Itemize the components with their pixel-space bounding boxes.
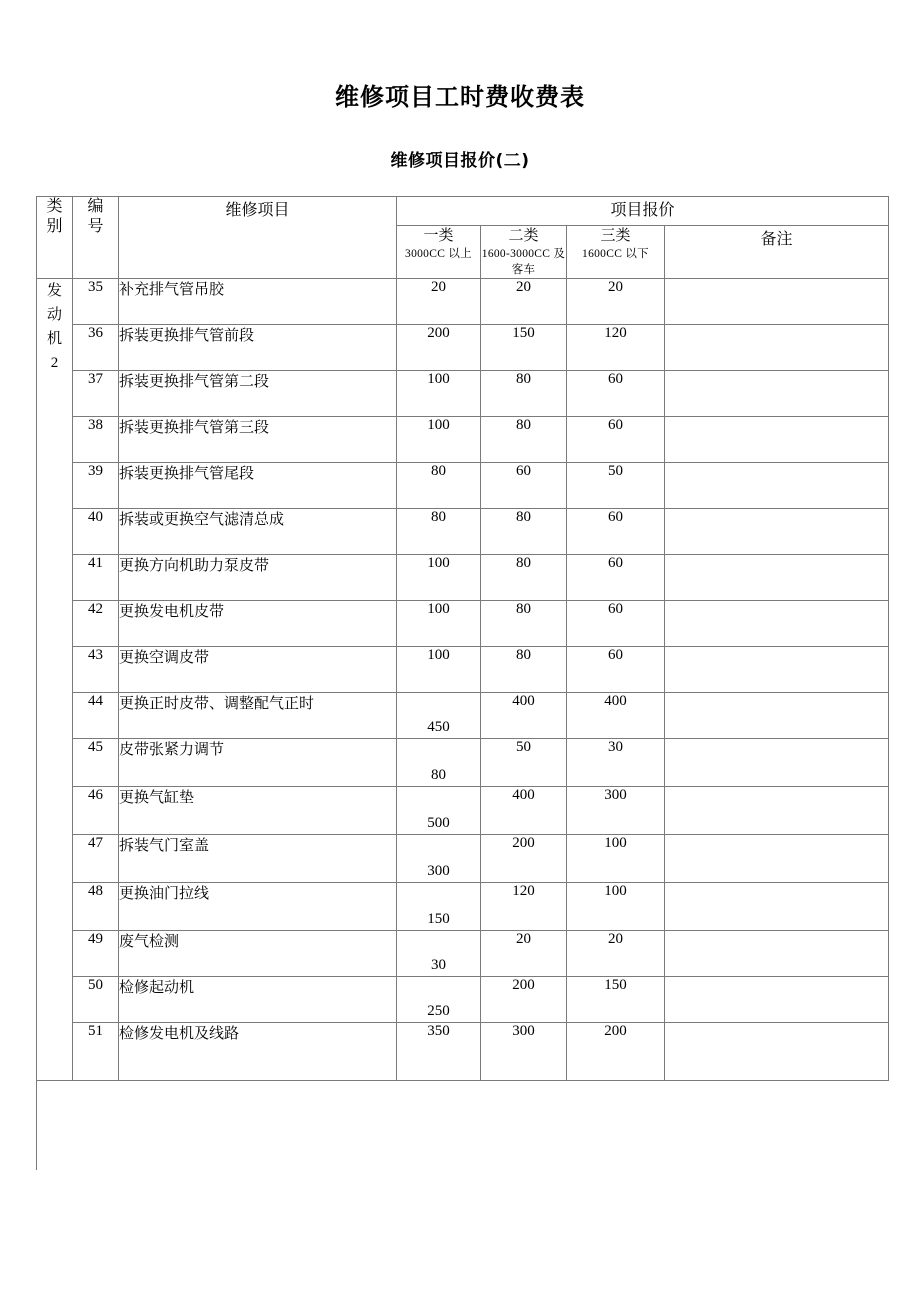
price-class2-cell: 300 <box>481 1023 567 1081</box>
header-class-2-sub: 1600-3000CC 及客车 <box>481 248 566 276</box>
header-category-char: 别 <box>46 218 63 235</box>
repair-item-cell: 拆装更换排气管第二段 <box>119 371 397 417</box>
row-number-cell: 42 <box>73 601 119 647</box>
repair-item-cell: 拆装气门室盖 <box>119 835 397 883</box>
table-row <box>37 371 889 417</box>
price-class2-cell: 50 <box>481 739 567 787</box>
price-class1-cell: 100 <box>397 417 481 463</box>
table-row <box>37 509 889 555</box>
repair-item-cell: 拆装更换排气管尾段 <box>119 463 397 509</box>
price-class2-cell: 200 <box>481 977 567 1023</box>
repair-item-cell: 更换气缸垫 <box>119 787 397 835</box>
price-class3-cell: 20 <box>567 931 665 977</box>
price-class2-cell: 400 <box>481 693 567 739</box>
price-class3-cell: 200 <box>567 1023 665 1081</box>
repair-rate-table <box>36 196 889 1081</box>
price-class2-cell: 150 <box>481 325 567 371</box>
row-number-cell: 51 <box>73 1023 119 1081</box>
note-cell <box>665 693 889 739</box>
repair-item-cell: 补充排气管吊胶 <box>119 279 397 325</box>
note-cell <box>665 835 889 883</box>
header-class-2 <box>481 226 567 279</box>
page-title: 维修项目工时费收费表 <box>335 83 585 111</box>
price-class1-cell: 80 <box>397 463 481 509</box>
price-class1-cell: 150 <box>397 883 481 931</box>
table-row <box>37 325 889 371</box>
note-cell <box>665 1023 889 1081</box>
price-class2-cell: 80 <box>481 509 567 555</box>
row-number-cell: 38 <box>73 417 119 463</box>
price-class3-cell: 20 <box>567 279 665 325</box>
note-cell <box>665 739 889 787</box>
repair-item-cell: 更换空调皮带 <box>119 647 397 693</box>
price-class1-cell: 500 <box>397 787 481 835</box>
repair-item-cell: 拆装更换排气管第三段 <box>119 417 397 463</box>
note-cell <box>665 371 889 417</box>
price-class3-cell: 60 <box>567 371 665 417</box>
row-number-cell: 43 <box>73 647 119 693</box>
table-row <box>37 835 889 883</box>
price-class1-cell: 80 <box>397 739 481 787</box>
row-number-cell: 37 <box>73 371 119 417</box>
price-class2-cell: 80 <box>481 601 567 647</box>
table-row <box>37 555 889 601</box>
header-class-3 <box>567 226 665 279</box>
price-class2-cell: 120 <box>481 883 567 931</box>
row-number-cell: 36 <box>73 325 119 371</box>
header-category-char: 类 <box>46 198 63 215</box>
row-number-cell: 46 <box>73 787 119 835</box>
table-row <box>37 977 889 1023</box>
price-class1-cell: 100 <box>397 371 481 417</box>
repair-item-cell: 废气检测 <box>119 931 397 977</box>
header-price-group: 项目报价 <box>397 197 889 226</box>
row-number-cell: 35 <box>73 279 119 325</box>
row-number-cell: 48 <box>73 883 119 931</box>
price-class3-cell: 60 <box>567 601 665 647</box>
price-class3-cell: 60 <box>567 417 665 463</box>
header-class-1-sub: 3000CC 以上 <box>405 248 472 260</box>
row-number-cell: 44 <box>73 693 119 739</box>
row-number-cell: 39 <box>73 463 119 509</box>
price-class2-cell: 80 <box>481 371 567 417</box>
header-number-char: 号 <box>87 218 104 235</box>
price-class2-cell: 80 <box>481 417 567 463</box>
table-row <box>37 1023 889 1081</box>
price-class1-cell: 250 <box>397 977 481 1023</box>
price-class2-cell: 20 <box>481 931 567 977</box>
price-class3-cell: 60 <box>567 555 665 601</box>
price-class2-cell: 20 <box>481 279 567 325</box>
price-class3-cell: 50 <box>567 463 665 509</box>
note-cell <box>665 931 889 977</box>
note-cell <box>665 325 889 371</box>
header-number <box>73 197 119 279</box>
table-row <box>37 279 889 325</box>
row-number-cell: 47 <box>73 835 119 883</box>
price-class2-cell: 60 <box>481 463 567 509</box>
page-subtitle: 维修项目报价(二) <box>390 151 530 171</box>
table-row <box>37 647 889 693</box>
price-class3-cell: 100 <box>567 835 665 883</box>
price-class3-cell: 60 <box>567 509 665 555</box>
repair-item-cell: 拆装或更换空气滤清总成 <box>119 509 397 555</box>
table-row <box>37 787 889 835</box>
price-class3-cell: 60 <box>567 647 665 693</box>
repair-item-cell: 更换正时皮带、调整配气正时 <box>119 693 397 739</box>
repair-item-cell: 更换方向机助力泵皮带 <box>119 555 397 601</box>
price-class2-cell: 400 <box>481 787 567 835</box>
repair-item-cell: 拆装更换排气管前段 <box>119 325 397 371</box>
note-cell <box>665 279 889 325</box>
rate-table-container <box>36 196 888 1081</box>
header-note: 备注 <box>665 226 889 279</box>
row-number-cell: 41 <box>73 555 119 601</box>
repair-item-cell: 检修发电机及线路 <box>119 1023 397 1081</box>
price-class1-cell: 300 <box>397 835 481 883</box>
row-number-cell: 50 <box>73 977 119 1023</box>
header-number-char: 编 <box>87 198 104 215</box>
price-class1-cell: 350 <box>397 1023 481 1081</box>
price-class1-cell: 30 <box>397 931 481 977</box>
note-cell <box>665 977 889 1023</box>
row-number-cell: 40 <box>73 509 119 555</box>
table-row <box>37 417 889 463</box>
category-column-left-rail <box>36 318 37 1170</box>
note-cell <box>665 647 889 693</box>
category-char: 2 <box>50 355 59 371</box>
header-item: 维修项目 <box>119 197 397 279</box>
header-class-1-title: 一类 <box>423 228 454 244</box>
price-class1-cell: 20 <box>397 279 481 325</box>
header-class-3-title: 三类 <box>600 228 631 244</box>
table-row <box>37 739 889 787</box>
price-class3-cell: 150 <box>567 977 665 1023</box>
price-class3-cell: 300 <box>567 787 665 835</box>
price-class3-cell: 400 <box>567 693 665 739</box>
price-class3-cell: 100 <box>567 883 665 931</box>
row-number-cell: 45 <box>73 739 119 787</box>
price-class3-cell: 30 <box>567 739 665 787</box>
price-class2-cell: 80 <box>481 555 567 601</box>
note-cell <box>665 417 889 463</box>
category-cell <box>37 279 73 1081</box>
note-cell <box>665 787 889 835</box>
price-class1-cell: 100 <box>397 555 481 601</box>
price-class3-cell: 120 <box>567 325 665 371</box>
repair-item-cell: 更换发电机皮带 <box>119 601 397 647</box>
repair-item-cell: 皮带张紧力调节 <box>119 739 397 787</box>
repair-item-cell: 检修起动机 <box>119 977 397 1023</box>
category-char: 动 <box>46 307 62 323</box>
table-row <box>37 693 889 739</box>
table-row <box>37 463 889 509</box>
note-cell <box>665 555 889 601</box>
table-row <box>37 601 889 647</box>
header-class-1 <box>397 226 481 279</box>
price-class1-cell: 100 <box>397 647 481 693</box>
price-class2-cell: 80 <box>481 647 567 693</box>
category-char: 发 <box>46 283 62 299</box>
note-cell <box>665 509 889 555</box>
header-class-2-title: 二类 <box>508 228 539 244</box>
repair-item-cell: 更换油门拉线 <box>119 883 397 931</box>
row-number-cell: 49 <box>73 931 119 977</box>
category-char: 机 <box>46 331 62 347</box>
note-cell <box>665 601 889 647</box>
note-cell <box>665 883 889 931</box>
table-row <box>37 883 889 931</box>
price-class1-cell: 80 <box>397 509 481 555</box>
header-category <box>37 197 73 279</box>
note-cell <box>665 463 889 509</box>
table-row <box>37 931 889 977</box>
table-header-row-top <box>37 197 889 226</box>
price-class1-cell: 200 <box>397 325 481 371</box>
header-class-3-sub: 1600CC 以下 <box>582 248 649 260</box>
price-class1-cell: 100 <box>397 601 481 647</box>
price-class2-cell: 200 <box>481 835 567 883</box>
price-class1-cell: 450 <box>397 693 481 739</box>
